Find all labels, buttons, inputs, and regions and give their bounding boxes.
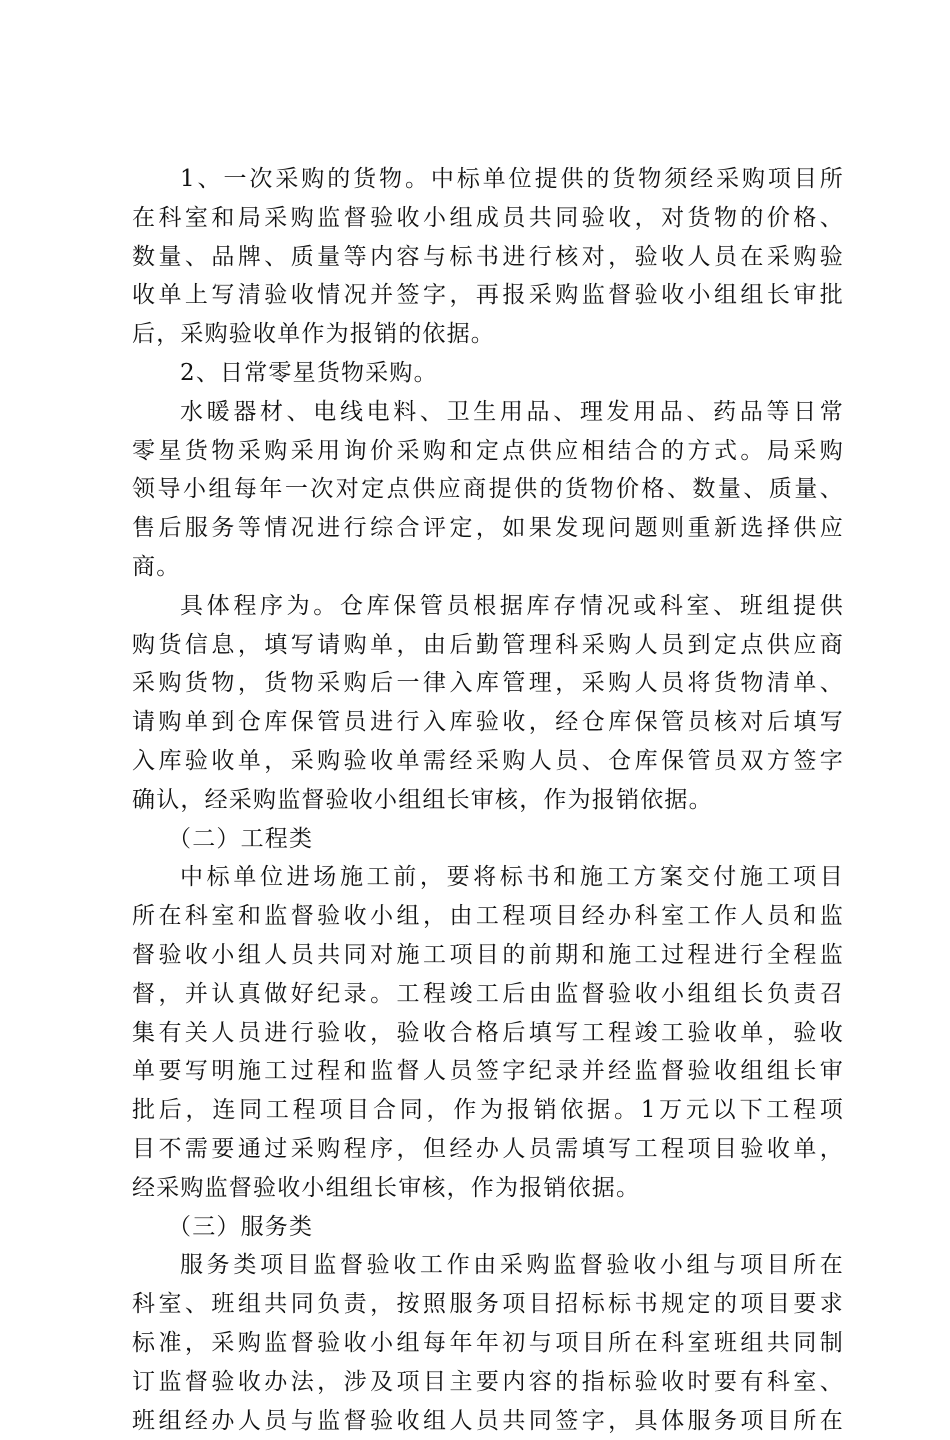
paragraph-line: 在科室和局采购监督验收小组成员共同验收，对货物的价格、	[132, 199, 844, 238]
paragraph-line: 集有关人员进行验收，验收合格后填写工程竣工验收单，验收	[132, 1014, 844, 1053]
paragraph-line: 请购单到仓库保管员进行入库验收，经仓库保管员核对后填写	[132, 703, 844, 742]
paragraph-line: 督验收小组人员共同对施工项目的前期和施工过程进行全程监	[132, 936, 844, 975]
paragraph-line: 标准，采购监督验收小组每年年初与项目所在科室班组共同制	[132, 1324, 844, 1363]
paragraph-line: 经采购监督验收小组组长审核，作为报销依据。	[132, 1169, 844, 1208]
paragraph-line: 科室、班组共同负责，按照服务项目招标标书规定的项目要求	[132, 1285, 844, 1324]
paragraph-line: 具体程序为。仓库保管员根据库存情况或科室、班组提供	[132, 587, 844, 626]
paragraph-line: 订监督验收办法，涉及项目主要内容的指标验收时要有科室、	[132, 1363, 844, 1402]
section-heading: （二）工程类	[132, 820, 844, 859]
paragraph-line: 确认，经采购监督验收小组组长审核，作为报销依据。	[132, 781, 844, 820]
paragraph-line: 后，采购验收单作为报销的依据。	[132, 315, 844, 354]
paragraph-line: 水暖器材、电线电料、卫生用品、理发用品、药品等日常	[132, 393, 844, 432]
paragraph-line: 批后，连同工程项目合同，作为报销依据。1万元以下工程项	[132, 1091, 844, 1130]
paragraph-line: 班组经办人员与监督验收组人员共同签字，具体服务项目所在	[132, 1402, 844, 1440]
section-heading: （三）服务类	[132, 1208, 844, 1247]
paragraph-line: 商。	[132, 548, 844, 587]
paragraph-line: 1、一次采购的货物。中标单位提供的货物须经采购项目所	[132, 160, 844, 199]
paragraph-line: 零星货物采购采用询价采购和定点供应相结合的方式。局采购	[132, 432, 844, 471]
paragraph-line: 采购货物，货物采购后一律入库管理，采购人员将货物清单、	[132, 664, 844, 703]
paragraph-line: 收单上写清验收情况并签字，再报采购监督验收小组组长审批	[132, 276, 844, 315]
paragraph-line: 领导小组每年一次对定点供应商提供的货物价格、数量、质量、	[132, 470, 844, 509]
paragraph-line: 购货信息，填写请购单，由后勤管理科采购人员到定点供应商	[132, 626, 844, 665]
paragraph-line: 服务类项目监督验收工作由采购监督验收小组与项目所在	[132, 1246, 844, 1285]
paragraph-line: 售后服务等情况进行综合评定，如果发现问题则重新选择供应	[132, 509, 844, 548]
paragraph-line: 督，并认真做好纪录。工程竣工后由监督验收小组组长负责召	[132, 975, 844, 1014]
paragraph-line: 所在科室和监督验收小组，由工程项目经办科室工作人员和监	[132, 897, 844, 936]
paragraph-line: 目不需要通过采购程序，但经办人员需填写工程项目验收单，	[132, 1130, 844, 1169]
list-heading: 2、日常零星货物采购。	[132, 354, 844, 393]
paragraph-line: 数量、品牌、质量等内容与标书进行核对，验收人员在采购验	[132, 238, 844, 277]
paragraph-line: 中标单位进场施工前，要将标书和施工方案交付施工项目	[132, 858, 844, 897]
document-body	[132, 160, 844, 1440]
paragraph-line: 入库验收单，采购验收单需经采购人员、仓库保管员双方签字	[132, 742, 844, 781]
paragraph-line: 单要写明施工过程和监督人员签字纪录并经监督验收组组长审	[132, 1052, 844, 1091]
